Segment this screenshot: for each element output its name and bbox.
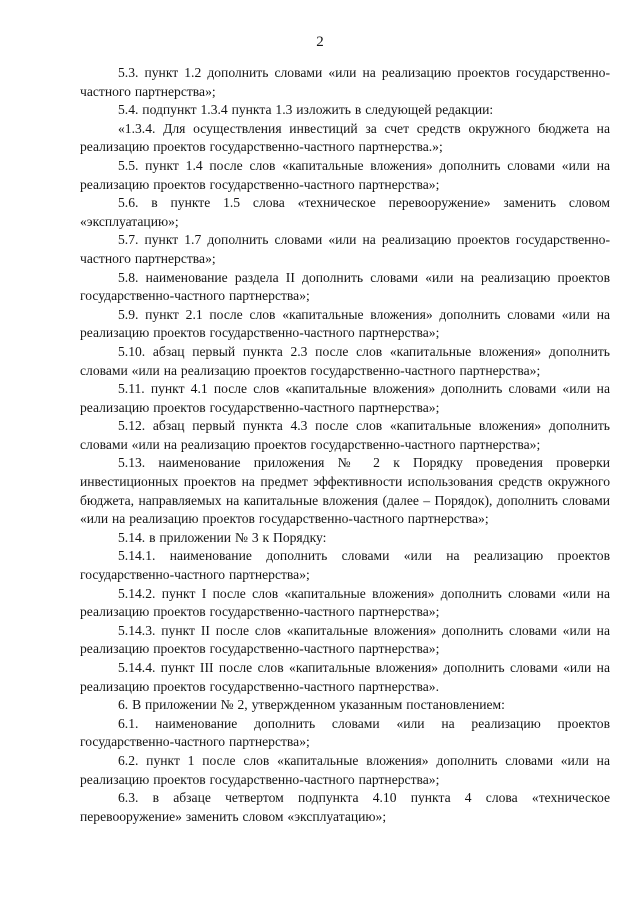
paragraph-5-11: 5.11. пункт 4.1 после слов «капитальные вложения» дополнить словами «или на реализацию проектов государственно-частного партнерства»; bbox=[80, 381, 610, 415]
paragraph-5-4: 5.4. подпункт 1.3.4 пункта 1.3 изложить в следующей редакции: bbox=[118, 102, 494, 118]
paragraph-6-1: 6.1. наименование дополнить словами «или на реализацию проектов государственно-частного партнерства»; bbox=[80, 715, 610, 750]
paragraph-1-3-4-quote: «1.3.4. Для осуществления инвестиций за счет средств окружного бюджета на реализацию проектов государственно-частного партнерства.»; bbox=[80, 120, 610, 155]
paragraph-5-7: 5.7. пункт 1.7 дополнить словами «или на реализацию проектов государственно-частного партнерства»; bbox=[80, 232, 610, 266]
paragraph-5-13: 5.13. наименование приложения № 2 к Порядку проведения проверки инвестиционных проектов на предмет эффективности использования средств окружного бюджета, направляемых на капитальные вложения (далее – Порядок), дополнить словами «или на реализацию проектов государственно-частного партнерства»; bbox=[80, 455, 610, 527]
paragraph-5-14-4: 5.14.4. пункт III после слов «капитальные вложения» дополнить словами «или на реализацию проектов государственно-частного партнерства». bbox=[80, 660, 610, 694]
paragraph-5-14-1: 5.14.1. наименование дополнить словами «или на реализацию проектов государственно-частного партнерства»; bbox=[80, 548, 610, 583]
paragraph-5-8: 5.8. наименование раздела II дополнить словами «или на реализацию проектов государственно-частного партнерства»; bbox=[80, 269, 610, 304]
paragraph-5-14-3: 5.14.3. пункт II после слов «капитальные вложения» дополнить словами «или на реализацию проектов государственно-частного партнерства»; bbox=[80, 622, 610, 657]
paragraph-5-14-2: 5.14.2. пункт I после слов «капитальные вложения» дополнить словами «или на реализацию проектов государственно-частного партнерства»; bbox=[80, 585, 610, 620]
paragraph-5-3: 5.3. пункт 1.2 дополнить словами «или на реализацию проектов государственно-частного партнерства»; bbox=[80, 65, 610, 99]
document-body bbox=[80, 64, 610, 826]
paragraph-6: 6. В приложении № 2, утвержденном указанным постановлением: bbox=[118, 697, 505, 713]
paragraph-5-6: 5.6. в пункте 1.5 слова «техническое перевооружение» заменить словом «эксплуатацию»; bbox=[80, 195, 610, 229]
paragraph-5-14: 5.14. в приложении № 3 к Порядку: bbox=[118, 529, 327, 545]
paragraph-5-12: 5.12. абзац первый пункта 4.3 после слов «капитальные вложения» дополнить словами «или на реализацию проектов государственно-частного партнерства»; bbox=[80, 418, 610, 452]
paragraph-6-3: 6.3. в абзаце четвертом подпункта 4.10 пункта 4 слова «техническое перевооружение» заменить словом «эксплуатацию»; bbox=[80, 790, 610, 824]
paragraph-6-2: 6.2. пункт 1 после слов «капитальные вложения» дополнить словами «или на реализацию проектов государственно-частного партнерства»; bbox=[80, 752, 610, 787]
page-number: 2 bbox=[316, 34, 324, 50]
paragraph-5-10: 5.10. абзац первый пункта 2.3 после слов «капитальные вложения» дополнить словами «или на реализацию проектов государственно-частного партнерства»; bbox=[80, 343, 610, 378]
paragraph-5-5: 5.5. пункт 1.4 после слов «капитальные вложения» дополнить словами «или на реализацию проектов государственно-частного партнерства»; bbox=[80, 157, 610, 192]
paragraph-5-9: 5.9. пункт 2.1 после слов «капитальные вложения» дополнить словами «или на реализацию проектов государственно-частного партнерства»; bbox=[80, 306, 610, 341]
